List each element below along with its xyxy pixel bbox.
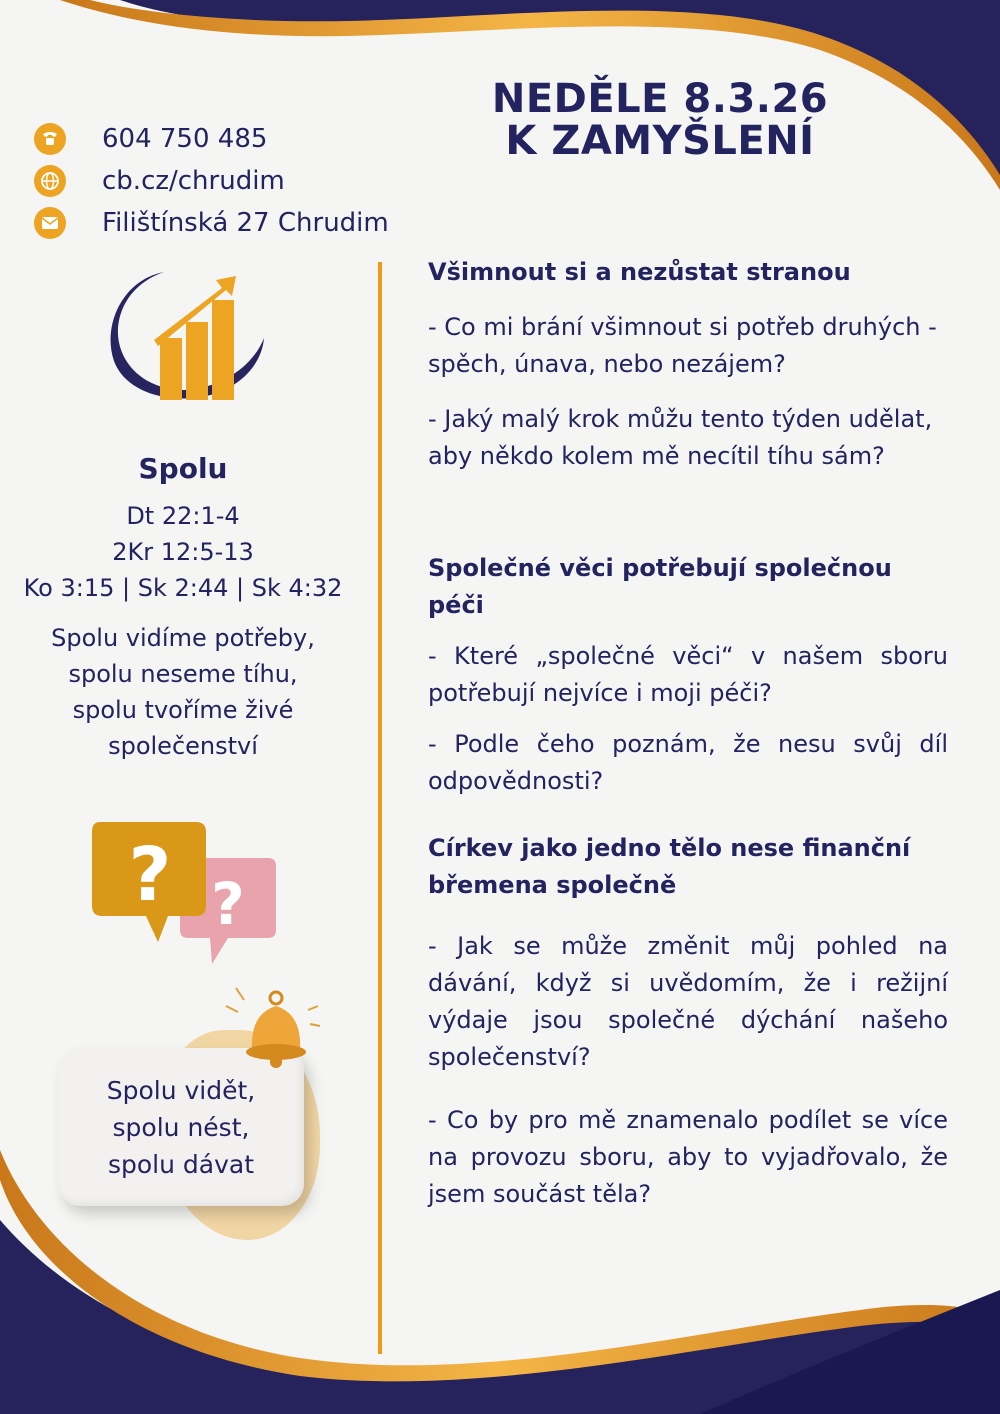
mail-icon (34, 207, 66, 239)
title-line-1: NEDĚLE 8.3.26 (491, 76, 829, 122)
section-heading: Všimnout si a nezůstat stranou (428, 258, 851, 286)
scripture-ref: Dt 22:1-4 (126, 502, 240, 530)
contact-phone (34, 118, 389, 160)
motto-line: společenství (108, 732, 258, 760)
question-text: - Co mi brání všimnout si potřeb druhých - spěch, únava, nebo nezájem? (428, 313, 937, 378)
scripture-ref: 2Kr 12:5-13 (112, 538, 254, 566)
phone-icon (34, 123, 66, 155)
section-2 (428, 550, 948, 800)
web-link[interactable]: cb.cz/chrudim (102, 166, 285, 196)
question-bubbles-icon (88, 818, 288, 978)
contact-address (34, 202, 389, 244)
card-line: spolu dávat (107, 1149, 255, 1179)
scripture-references (0, 498, 366, 606)
section-heading: Společné věci potřebují společnou péči (428, 554, 892, 619)
bell-icon (222, 984, 322, 1074)
section-heading: Církev jako jedno tělo nese finanční břemena společně (428, 834, 911, 899)
growth-chart-logo (104, 266, 268, 406)
theme-title: Spolu (138, 452, 228, 485)
section-3 (428, 830, 948, 1213)
question-text: - Podle čeho poznám, že nesu svůj díl odpovědnosti? (428, 730, 948, 795)
phone-number: 604 750 485 (102, 124, 268, 154)
globe-icon (34, 165, 66, 197)
card-line: Spolu vidět, (106, 1075, 256, 1105)
svg-text:?: ? (211, 870, 245, 938)
page-title (440, 78, 880, 162)
section-1 (428, 254, 948, 475)
contact-block (34, 118, 389, 244)
question-text: - Které „společné věci“ v našem sboru potřebují nejvíce i moji péči? (428, 642, 948, 707)
title-line-2: K ZAMYŠLENÍ (505, 118, 815, 164)
address-text: Filištínská 27 Chrudim (102, 208, 389, 238)
motto (0, 620, 366, 764)
motto-line: spolu neseme tíhu, (68, 660, 298, 688)
question-text: - Co by pro mě znamenalo podílet se více na provozu sboru, aby to vyjadřovalo, že jsem součást těla? (428, 1106, 948, 1208)
scripture-ref: Ko 3:15 | Sk 2:44 | Sk 4:32 (23, 574, 343, 602)
question-text: - Jaký malý krok můžu tento týden udělat, aby někdo kolem mě necítil tíhu sám? (428, 405, 933, 470)
motto-line: spolu tvoříme živé (72, 696, 294, 724)
svg-text:?: ? (128, 832, 172, 918)
card-line: spolu nést, (112, 1112, 250, 1142)
question-text: - Jak se může změnit můj pohled na dávání, když si uvědomím, že i režijní výdaje jsou společné dýchání našeho společenství? (428, 932, 948, 1071)
motto-line: Spolu vidíme potřeby, (51, 624, 315, 652)
column-divider (378, 262, 382, 1354)
contact-web (34, 160, 389, 202)
